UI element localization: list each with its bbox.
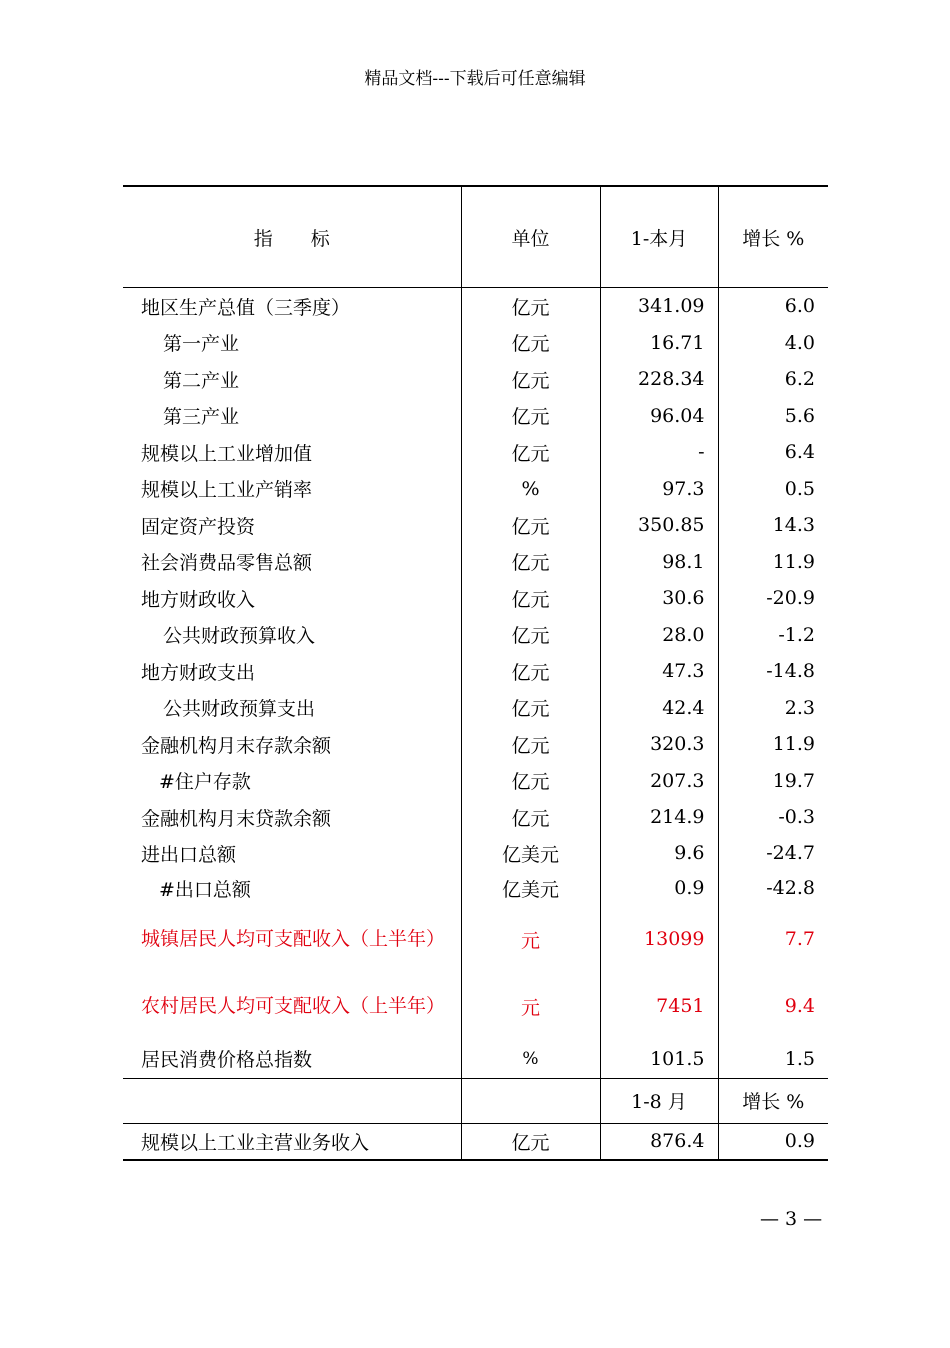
- row-unit: 亿元: [461, 726, 600, 763]
- row-unit: 亿元: [461, 617, 600, 654]
- subheader-period: 1-8 月: [600, 1078, 718, 1123]
- subheader-growth: 增长 %: [718, 1078, 828, 1123]
- table-row: [123, 653, 828, 690]
- row-unit: 亿元: [461, 763, 600, 800]
- row-value: 28.0: [600, 617, 718, 654]
- row-name: 公共财政预算收入: [163, 625, 316, 648]
- row-unit: 元: [461, 973, 600, 1040]
- row-unit: 亿元: [461, 434, 600, 471]
- row-name: 第三产业: [163, 406, 240, 429]
- row-name: #住户存款: [159, 771, 251, 794]
- row-value: 228.34: [600, 361, 718, 398]
- row-growth: 5.6: [718, 398, 828, 435]
- row-value: 9.6: [600, 836, 718, 871]
- row-value: 98.1: [600, 544, 718, 581]
- table-row: [123, 763, 828, 800]
- row-growth: 7.7: [718, 906, 828, 973]
- row-growth: -1.2: [718, 617, 828, 654]
- row-name: 固定资产投资: [141, 515, 256, 538]
- row-growth: 4.0: [718, 325, 828, 362]
- row-value: 101.5: [600, 1040, 718, 1079]
- row-value: 42.4: [600, 690, 718, 727]
- table-row: [123, 580, 828, 617]
- row-name: 居民消费价格总指数: [123, 1040, 461, 1079]
- row-unit: %: [461, 471, 600, 508]
- row-growth: 19.7: [718, 763, 828, 800]
- table-row: [123, 726, 828, 763]
- table-row: [123, 690, 828, 727]
- row-name: 农村居民人均可支配收入（上半年）: [141, 994, 446, 1017]
- row-unit: 亿美元: [461, 836, 600, 871]
- row-name: 金融机构月末贷款余额: [141, 807, 332, 830]
- table-row: [123, 799, 828, 836]
- row-growth: -0.3: [718, 799, 828, 836]
- row-growth: -24.7: [718, 836, 828, 871]
- row-unit: %: [461, 1040, 600, 1079]
- row-name: 第二产业: [163, 369, 240, 392]
- row-unit: 亿元: [461, 325, 600, 362]
- row-unit: 亿元: [461, 288, 600, 325]
- document-header: 精品文档---下载后可任意编辑: [364, 69, 586, 89]
- row-value: 16.71: [600, 325, 718, 362]
- subheader-empty-unit: [461, 1078, 600, 1123]
- row-unit: 亿元: [461, 544, 600, 581]
- row-value: 7451: [600, 973, 718, 1040]
- row-growth: 0.5: [718, 471, 828, 508]
- statistics-table: [123, 185, 828, 1161]
- table-row: [123, 361, 828, 398]
- table-row: [123, 398, 828, 435]
- row-value: 13099: [600, 906, 718, 973]
- row-name: 第一产业: [163, 333, 240, 356]
- row-name: 社会消费品零售总额: [141, 552, 313, 575]
- row-name: 城镇居民人均可支配收入（上半年）: [141, 927, 446, 950]
- row-growth: 6.0: [718, 288, 828, 325]
- column-header-period: 1-本月: [600, 186, 718, 288]
- table-subheader-row: [123, 1078, 828, 1123]
- table-row: [123, 1123, 828, 1160]
- table-row: [123, 973, 828, 1040]
- row-unit: 亿元: [461, 507, 600, 544]
- column-header-growth: 增长 %: [718, 186, 828, 288]
- row-name: 地方财政收入: [141, 588, 256, 611]
- row-name: 地区生产总值（三季度）: [141, 296, 351, 319]
- page-number: — 3 —: [760, 1208, 823, 1230]
- row-unit: 亿元: [461, 1123, 600, 1160]
- row-unit: 元: [461, 906, 600, 973]
- row-unit: 亿美元: [461, 871, 600, 906]
- table-row: [123, 617, 828, 654]
- row-unit: 亿元: [461, 398, 600, 435]
- row-unit: 亿元: [461, 653, 600, 690]
- row-name: 金融机构月末存款余额: [141, 734, 332, 757]
- row-growth: -42.8: [718, 871, 828, 906]
- row-growth: 14.3: [718, 507, 828, 544]
- row-unit: 亿元: [461, 361, 600, 398]
- table-row: [123, 507, 828, 544]
- row-name: 规模以上工业增加值: [141, 442, 313, 465]
- row-growth: -20.9: [718, 580, 828, 617]
- row-name: #出口总额: [159, 878, 251, 901]
- subheader-empty-name: [123, 1078, 461, 1123]
- row-growth: 6.4: [718, 434, 828, 471]
- row-name: 规模以上工业产销率: [141, 479, 313, 502]
- row-growth: 11.9: [718, 726, 828, 763]
- row-growth: 2.3: [718, 690, 828, 727]
- row-unit: 亿元: [461, 690, 600, 727]
- row-value: 876.4: [600, 1123, 718, 1160]
- table-row: [123, 544, 828, 581]
- table-row: [123, 1040, 828, 1079]
- column-header-indicator: 指 标: [123, 186, 461, 288]
- row-value: 207.3: [600, 763, 718, 800]
- row-name: 进出口总额: [141, 843, 237, 866]
- table-header-row: [123, 186, 828, 288]
- table-row: [123, 288, 828, 325]
- row-value: -: [600, 434, 718, 471]
- row-value: 0.9: [600, 871, 718, 906]
- column-header-unit: 单位: [461, 186, 600, 288]
- table-row: [123, 836, 828, 871]
- row-value: 350.85: [600, 507, 718, 544]
- row-growth: 6.2: [718, 361, 828, 398]
- row-unit: 亿元: [461, 580, 600, 617]
- row-name: 地方财政支出: [141, 661, 256, 684]
- row-growth: 1.5: [718, 1040, 828, 1079]
- table-row: [123, 471, 828, 508]
- table-row: [123, 871, 828, 906]
- row-growth: 11.9: [718, 544, 828, 581]
- row-unit: 亿元: [461, 799, 600, 836]
- row-value: 97.3: [600, 471, 718, 508]
- row-growth: 9.4: [718, 973, 828, 1040]
- table-row: [123, 906, 828, 973]
- row-name: 公共财政预算支出: [163, 698, 316, 721]
- row-growth: 0.9: [718, 1123, 828, 1160]
- row-value: 96.04: [600, 398, 718, 435]
- table-row: [123, 434, 828, 471]
- row-value: 30.6: [600, 580, 718, 617]
- row-name: 规模以上工业主营业务收入: [123, 1123, 461, 1160]
- row-value: 47.3: [600, 653, 718, 690]
- row-value: 341.09: [600, 288, 718, 325]
- row-value: 214.9: [600, 799, 718, 836]
- row-value: 320.3: [600, 726, 718, 763]
- table-row: [123, 325, 828, 362]
- row-growth: -14.8: [718, 653, 828, 690]
